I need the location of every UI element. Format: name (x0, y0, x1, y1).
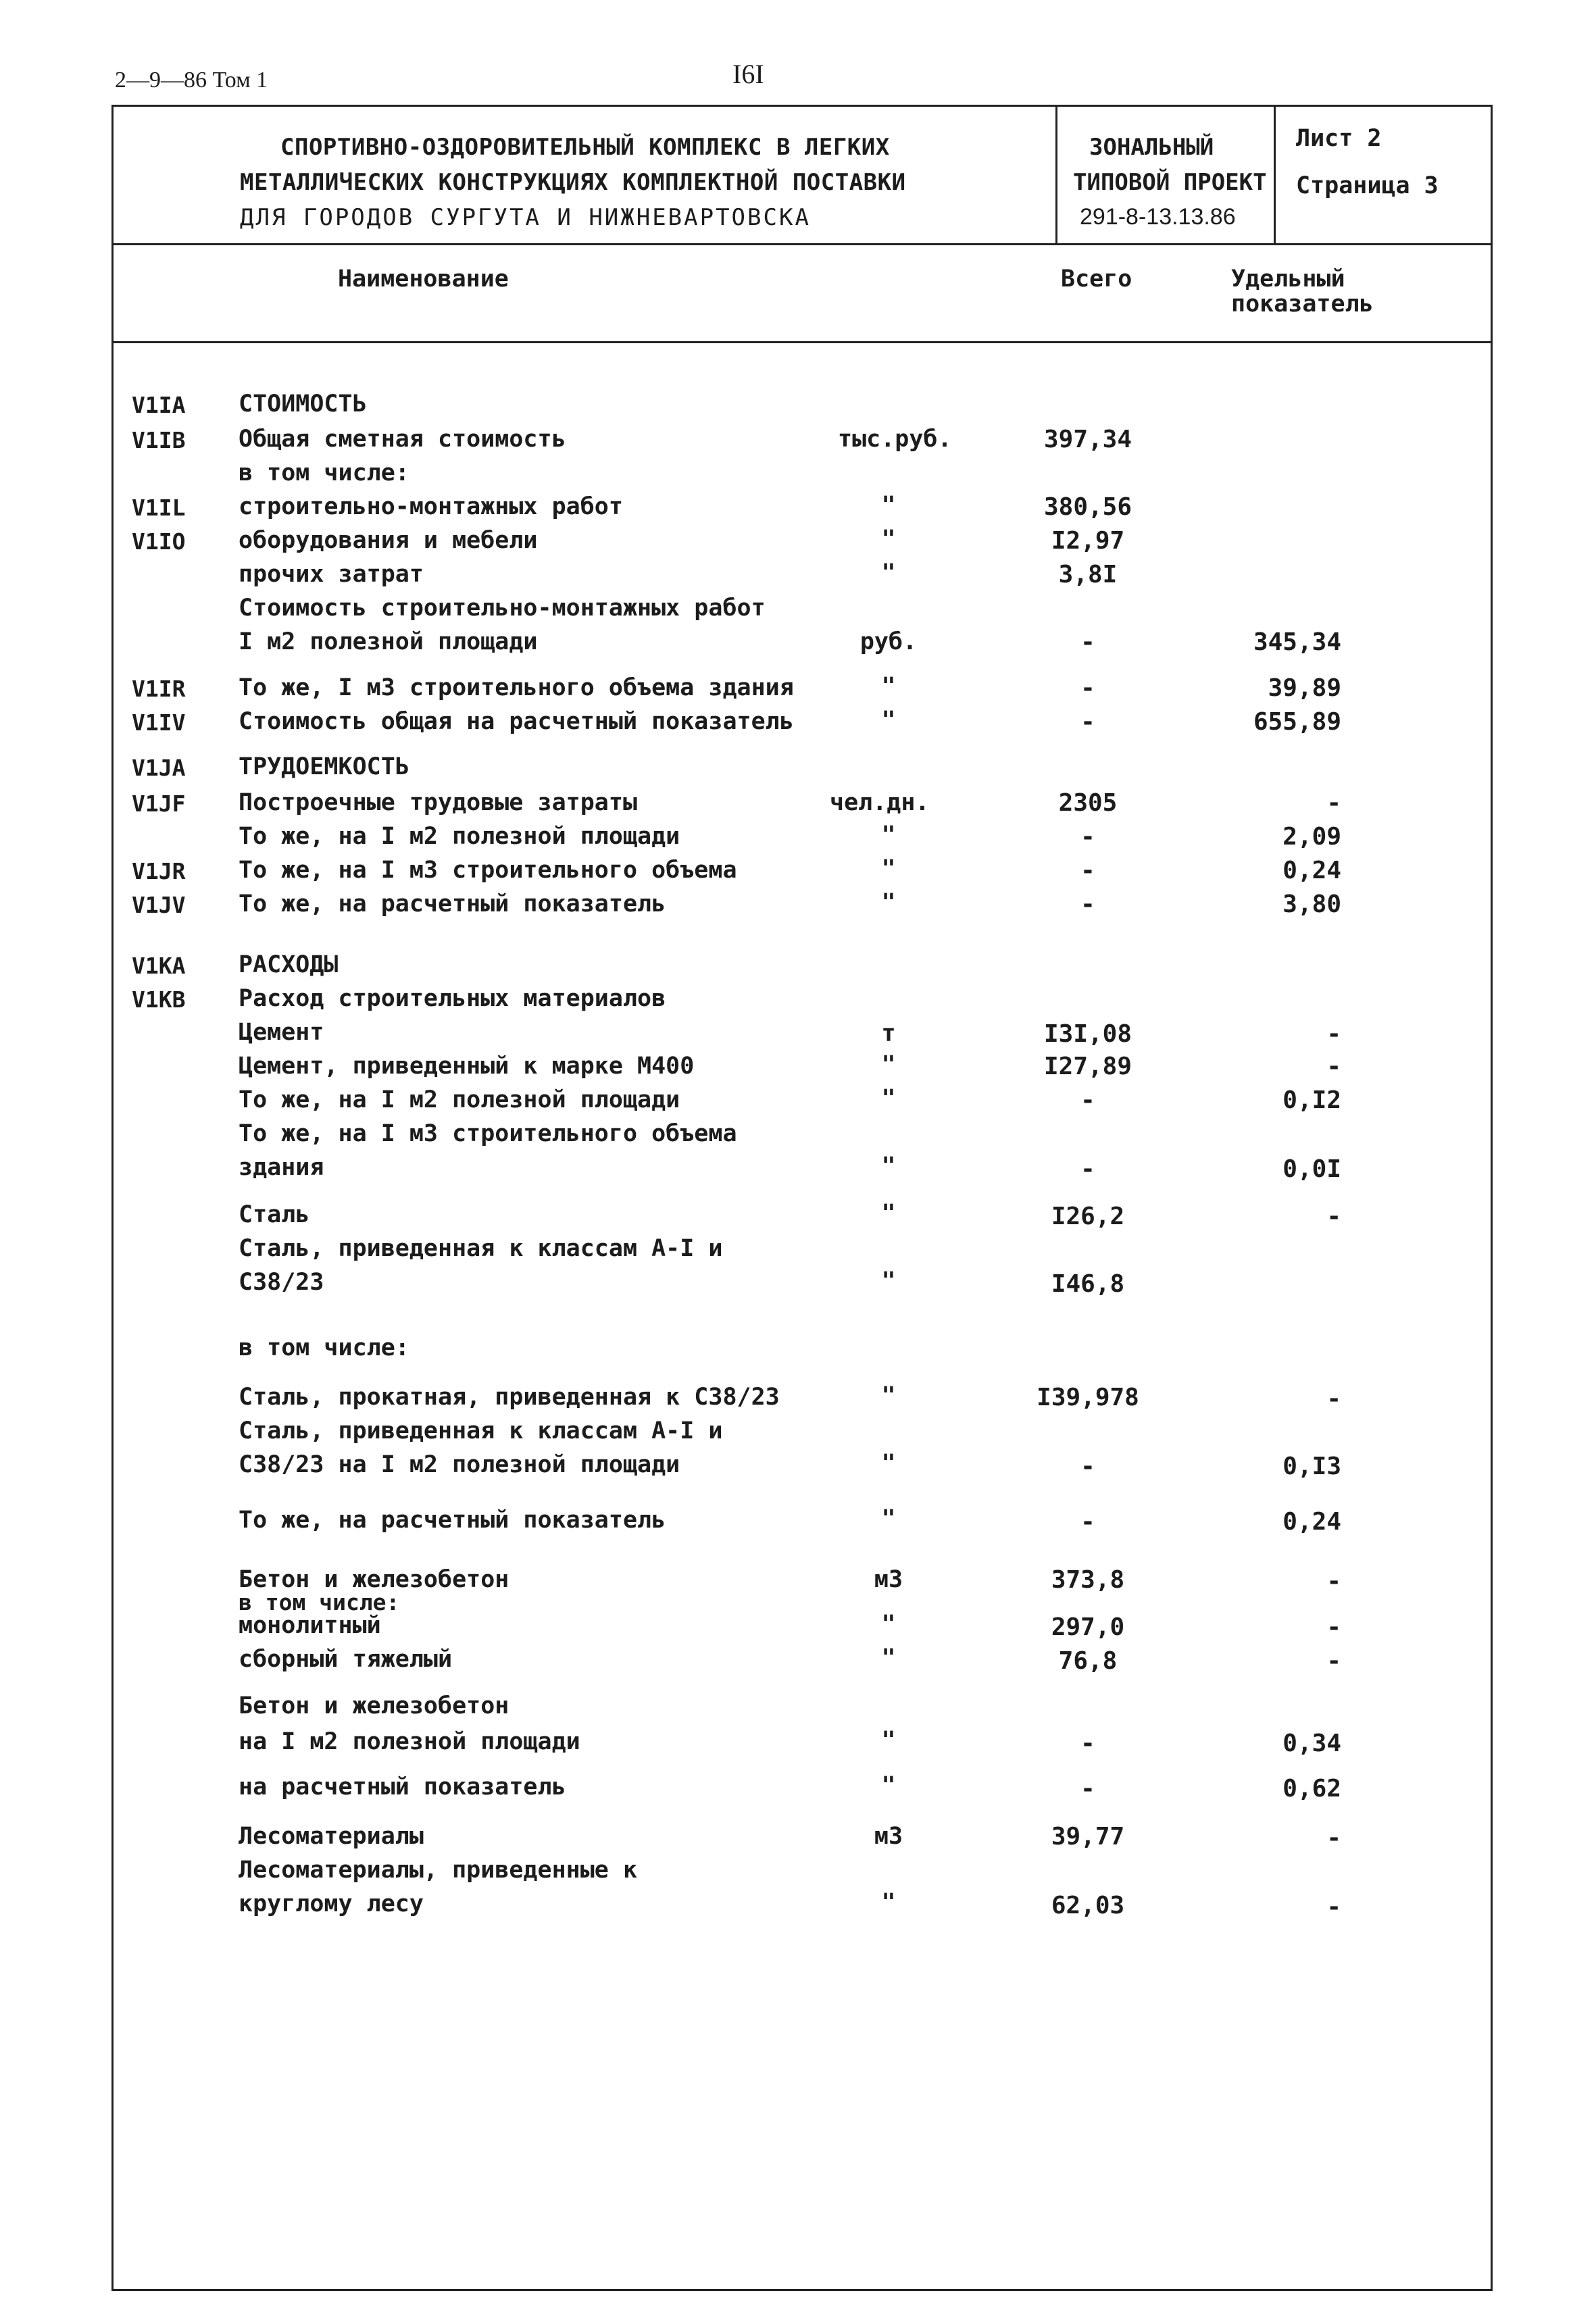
row-name: Построечные трудовые затраты (239, 789, 638, 816)
title-block-sep-2 (1274, 105, 1276, 245)
row-specific: 3,80 (1282, 890, 1341, 918)
row-unit: м3 (874, 1823, 903, 1850)
page-number: I6I (732, 59, 764, 89)
row-name: Расход строительных материалов (239, 985, 666, 1012)
row-unit: т (881, 1020, 896, 1047)
row-unit: " (881, 1200, 896, 1227)
title-block-sep-1 (1055, 105, 1057, 245)
row-code: V1IR (132, 676, 186, 702)
row-name: РАСХОДЫ (239, 951, 339, 978)
row-total: - (1080, 1086, 1095, 1114)
row-code: V1JR (132, 858, 186, 884)
row-name: То же, на I м3 строительного объема (239, 857, 737, 884)
row-unit: " (881, 855, 896, 882)
title-block-divider (111, 243, 1491, 245)
row-total: I3I,08 (1043, 1020, 1132, 1048)
row-name: Лесоматериалы, приведенные к (239, 1857, 638, 1884)
row-name: То же, на I м3 строительного объема (239, 1120, 737, 1147)
row-unit: м3 (874, 1566, 903, 1593)
row-name: Общая сметная стоимость (239, 426, 566, 453)
row-specific: 0,62 (1282, 1775, 1341, 1803)
row-name: Сталь, прокатная, приведенная к С38/23 (239, 1384, 780, 1411)
row-name: прочих затрат (239, 561, 424, 588)
row-name: строительно-монтажных работ (239, 493, 623, 520)
row-name: То же, на расчетный показатель (239, 890, 666, 917)
row-total: I39,978 (1037, 1384, 1139, 1411)
row-unit: " (881, 1644, 896, 1671)
row-total: 380,56 (1043, 493, 1132, 521)
row-name: монолитный (239, 1612, 381, 1639)
project-type-line-2: ТИПОВОЙ ПРОЕКТ (1073, 169, 1267, 196)
row-unit: " (881, 526, 896, 553)
title-line-3: ДЛЯ ГОРОДОВ СУРГУТА И НИЖНЕВАРТОВСКА (240, 204, 811, 231)
row-unit: " (881, 1505, 896, 1532)
row-name: на расчетный показатель (239, 1774, 566, 1801)
row-total: - (1080, 708, 1095, 736)
row-name: Стоимость строительно-монтажных работ (239, 595, 766, 622)
row-specific: 345,34 (1253, 628, 1341, 656)
row-total: - (1080, 1775, 1095, 1803)
row-unit: " (881, 1772, 896, 1799)
row-name: СТОИМОСТЬ (239, 391, 367, 418)
row-specific: 2,09 (1282, 823, 1341, 851)
row-code: V1IA (132, 392, 186, 418)
row-unit: чел.дн. (830, 789, 930, 816)
row-name: сборный тяжелый (239, 1646, 453, 1673)
document-code: 2—9—86 Том 1 (115, 68, 268, 93)
row-specific: - (1326, 1824, 1341, 1852)
row-total: I46,8 (1051, 1270, 1125, 1298)
row-name: То же, I м3 строительного объема здания (239, 674, 794, 701)
row-unit: " (881, 822, 896, 849)
row-code: V1JF (132, 790, 186, 817)
row-specific: - (1326, 1893, 1341, 1921)
row-code: V1IO (132, 528, 186, 555)
page-label: Страница 3 (1296, 172, 1439, 199)
row-total: 2305 (1058, 789, 1118, 817)
row-name: Цемент, приведенный к марке М400 (239, 1053, 695, 1080)
row-name: С38/23 (239, 1269, 324, 1296)
row-name: оборудования и мебели (239, 527, 538, 554)
row-specific: - (1326, 1567, 1341, 1595)
row-unit: " (881, 673, 896, 700)
row-total: - (1080, 1155, 1095, 1183)
row-total: 39,77 (1051, 1823, 1125, 1851)
row-total: - (1080, 674, 1095, 702)
row-total: 373,8 (1051, 1566, 1125, 1594)
row-specific: - (1326, 1385, 1341, 1413)
row-total: 3,8I (1058, 561, 1118, 588)
project-type-line-1: ЗОНАЛЬНЫЙ (1089, 134, 1214, 161)
row-total: I27,89 (1043, 1053, 1132, 1080)
row-name: Сталь, приведенная к классам А-I и (239, 1417, 723, 1444)
row-name: То же, на расчетный показатель (239, 1507, 666, 1534)
row-total: - (1080, 1730, 1095, 1757)
row-name: Бетон и железобетон (239, 1566, 509, 1593)
row-unit: " (881, 1889, 896, 1916)
row-name: Стоимость общая на расчетный показатель (239, 708, 794, 735)
row-name: Сталь, приведенная к классам А-I и (239, 1235, 723, 1262)
column-header-name: Наименование (338, 266, 509, 293)
column-header-specific-1: Удельный (1231, 266, 1345, 293)
row-code: V1JA (132, 755, 186, 781)
row-specific: 655,89 (1253, 708, 1341, 736)
column-header-specific-2: показатель (1231, 291, 1374, 318)
row-total: - (1080, 857, 1095, 884)
row-name: Бетон и железобетон (239, 1692, 509, 1719)
row-unit: " (881, 559, 896, 586)
row-name: I м2 полезной площади (239, 628, 538, 655)
row-unit: " (881, 1450, 896, 1477)
row-code: V1KB (132, 986, 186, 1013)
row-name: ТРУДОЕМКОСТЬ (239, 753, 409, 780)
row-unit: " (881, 1085, 896, 1112)
row-specific: 0,I3 (1282, 1453, 1341, 1480)
row-total: 297,0 (1051, 1613, 1125, 1641)
column-header-total: Всего (1061, 266, 1132, 293)
row-specific: - (1326, 1053, 1341, 1080)
row-specific: 39,89 (1268, 674, 1341, 702)
row-name: С38/23 на I м2 полезной площади (239, 1451, 680, 1478)
row-name: в том числе: (239, 1589, 400, 1615)
row-specific: 0,0I (1282, 1155, 1341, 1183)
row-name: То же, на I м2 полезной площади (239, 823, 680, 850)
row-unit: " (881, 1153, 896, 1180)
row-unit: " (881, 1267, 896, 1294)
row-unit: " (881, 889, 896, 916)
row-name: в том числе: (239, 459, 409, 486)
column-header-divider (111, 341, 1491, 343)
row-specific: - (1326, 1203, 1341, 1230)
row-name: То же, на I м2 полезной площади (239, 1086, 680, 1113)
row-name: круглому лесу (239, 1890, 424, 1917)
row-code: V1KA (132, 953, 186, 979)
row-name: в том числе: (239, 1334, 409, 1361)
row-unit: " (881, 1051, 896, 1078)
row-code: V1IB (132, 427, 186, 453)
row-code: V1JV (132, 892, 186, 918)
row-unit: " (881, 1727, 896, 1754)
row-specific: - (1326, 1613, 1341, 1641)
row-total: - (1080, 823, 1095, 851)
row-total: I2,97 (1051, 527, 1125, 555)
row-unit: " (881, 707, 896, 734)
row-specific: - (1326, 789, 1341, 817)
row-total: - (1080, 1508, 1095, 1536)
row-code: V1IL (132, 495, 186, 521)
row-unit: " (881, 1611, 896, 1638)
row-total: 397,34 (1043, 426, 1132, 453)
sheet-label: Лист 2 (1296, 125, 1382, 152)
row-specific: 0,24 (1282, 1508, 1341, 1536)
row-name: на I м2 полезной площади (239, 1728, 580, 1755)
row-total: - (1080, 890, 1095, 918)
row-total: I26,2 (1051, 1203, 1125, 1230)
row-name: Сталь (239, 1201, 310, 1228)
row-name: Цемент (239, 1019, 324, 1046)
row-specific: 0,I2 (1282, 1086, 1341, 1114)
row-total: - (1080, 628, 1095, 656)
row-total: 62,03 (1051, 1892, 1125, 1919)
row-unit: руб. (859, 628, 918, 655)
row-name: Лесоматериалы (239, 1823, 424, 1850)
row-specific: 0,34 (1282, 1730, 1341, 1757)
row-total: - (1080, 1453, 1095, 1480)
title-line-2: МЕТАЛЛИЧЕСКИХ КОНСТРУКЦИЯХ КОМПЛЕКТНОЙ ПОСТАВКИ (240, 169, 906, 196)
row-total: 76,8 (1058, 1647, 1118, 1675)
title-line-1: СПОРТИВНО-ОЗДОРОВИТЕЛЬНЫЙ КОМПЛЕКС В ЛЕГКИХ (280, 134, 890, 161)
row-unit: тыс.руб. (838, 426, 952, 453)
row-specific: - (1326, 1647, 1341, 1675)
row-unit: " (881, 1382, 896, 1409)
row-specific: 0,24 (1282, 857, 1341, 884)
row-name: здания (239, 1154, 324, 1181)
row-code: V1IV (132, 709, 186, 736)
project-number: 291-8-13.13.86 (1080, 204, 1236, 230)
row-specific: - (1326, 1020, 1341, 1048)
row-unit: " (881, 492, 896, 519)
